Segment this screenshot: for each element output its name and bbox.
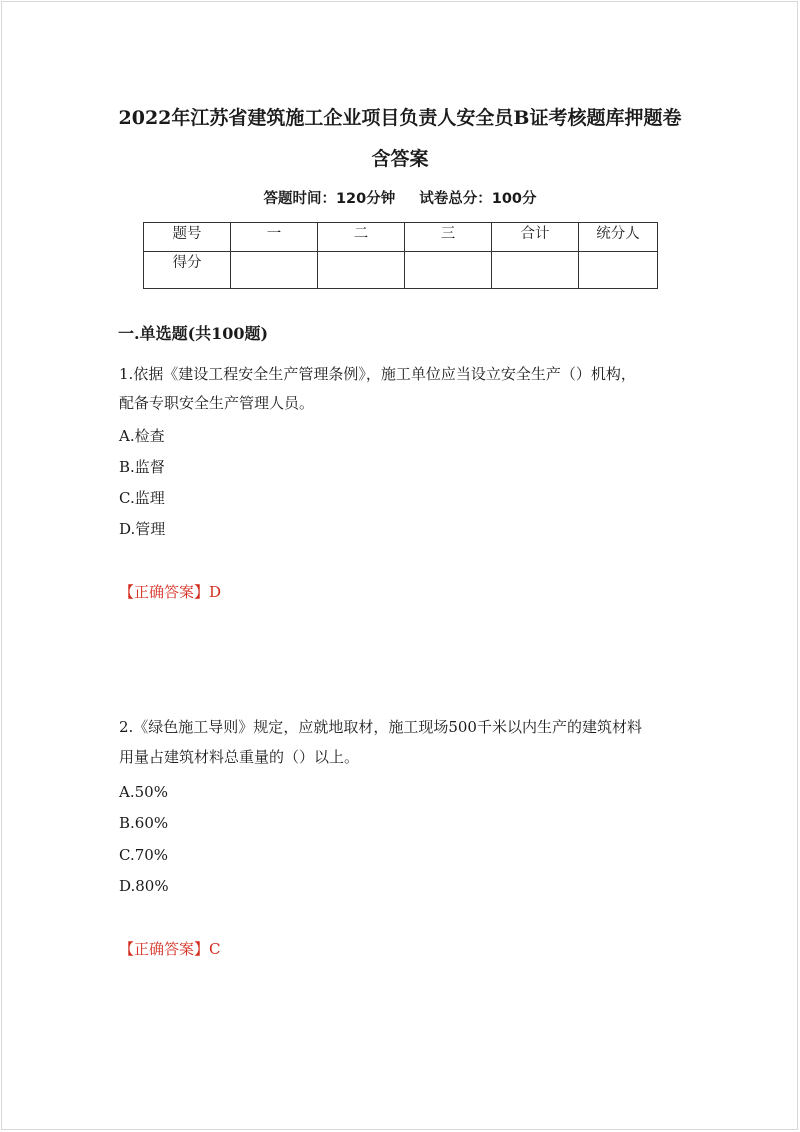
question-2-option-c: C.70% — [119, 846, 169, 864]
question-1-option-d: D.管理 — [119, 520, 166, 538]
answer-label: 【正确答案】 — [119, 583, 210, 601]
question-2-option-b: B.60% — [119, 814, 169, 832]
answer-value: C — [209, 940, 221, 958]
question-1-option-c: C.监理 — [119, 489, 165, 507]
question-1-option-b: B.监督 — [119, 458, 165, 476]
section-title: 一.单选题(共100题) — [118, 324, 269, 343]
question-1-answer — [119, 581, 221, 603]
score-table-header-cell: 题号 — [144, 223, 231, 252]
score-cell — [492, 252, 579, 289]
question-1-text: 1.依据《建设工程安全生产管理条例》，施工单位应当设立安全生产（）机构， — [119, 365, 636, 383]
question-2-text: 2.《绿色施工导则》规定，应就地取材，施工现场500千米以内生产的建筑材料 — [119, 718, 642, 736]
question-2-text-continued: 用量占建筑材料总重量的（）以上。 — [119, 748, 360, 766]
exam-info — [0, 189, 800, 209]
question-1-option-a: A.检查 — [119, 427, 165, 445]
score-table-header-cell: 三 — [405, 223, 492, 252]
question-1-text-continued: 配备专职安全生产管理人员。 — [119, 394, 315, 412]
score-table-header-row — [144, 223, 658, 252]
score-cell — [231, 252, 318, 289]
document-title: 2022年江苏省建筑施工企业项目负责人安全员B证考核题库押题卷 — [118, 107, 682, 129]
answer-label: 【正确答案】 — [119, 940, 210, 958]
score-table-score-row — [144, 252, 658, 289]
exam-time: 答题时间：120分钟 — [263, 191, 396, 207]
score-table-header-cell: 统分人 — [579, 223, 658, 252]
score-table — [143, 222, 658, 289]
question-2-option-d: D.80% — [119, 877, 169, 895]
answer-value: D — [209, 583, 222, 601]
score-cell — [405, 252, 492, 289]
score-cell — [579, 252, 658, 289]
question-2-answer — [119, 938, 221, 960]
score-table-header-cell: 合计 — [492, 223, 579, 252]
document-title-continued: 含答案 — [371, 148, 429, 170]
score-table-header-cell: 二 — [318, 223, 405, 252]
score-table-header-cell: 一 — [231, 223, 318, 252]
score-row-label: 得分 — [144, 252, 231, 289]
exam-total-score: 试卷总分：100分 — [419, 191, 537, 207]
score-cell — [318, 252, 405, 289]
question-2-option-a: A.50% — [119, 783, 168, 801]
